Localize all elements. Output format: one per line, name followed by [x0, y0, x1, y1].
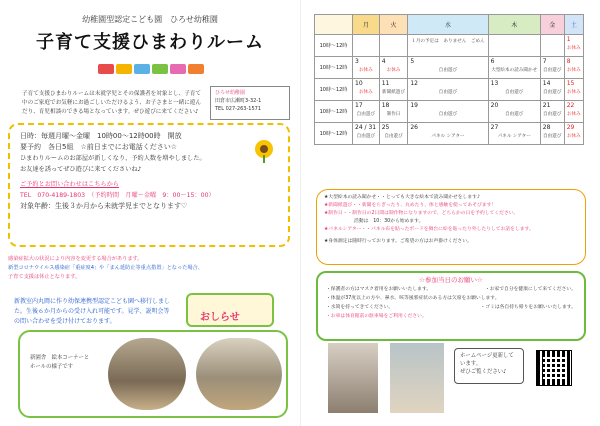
- day-number: 27: [490, 124, 499, 131]
- calendar-row: [315, 35, 584, 57]
- intro-text: 子育て支援ひまわりルームは未就学児とその保護者を対象とし、子育て中のご家庭でお気軽にお過ごしいただけるよう、お子さまと一緒に遊んだり、育児相談のできる場となっています。ぜひ遊びに来てください♪: [22, 91, 202, 115]
- day-number: 28: [542, 124, 551, 131]
- day-number: 4: [381, 58, 386, 65]
- room-photo-1: [328, 343, 378, 413]
- rules-heading: ☆参加当日のお願い☆: [419, 276, 483, 284]
- event-line-3: ★制作日・・制作日の2日間は制作物になりますので、どちらかの日を予約してください。: [324, 211, 519, 216]
- calendar-cell: [379, 35, 408, 57]
- day-number: 12: [410, 80, 418, 87]
- day-event: 自由遊び: [438, 112, 458, 117]
- calendar-cell: [488, 123, 540, 145]
- calendar-cell: [408, 123, 488, 145]
- new-school-text: 新教室内丸岡に作り幼保連携型認定こども園へ移行しました。生後６か月からの受け入れ可能です。見学、説明会等の問い合わせを受け付けております。: [14, 298, 171, 325]
- info-box: [8, 123, 290, 247]
- notice-line-1: 感染症拡大の状況により内容を変更する場合があります。: [8, 256, 143, 262]
- calendar-row: [315, 123, 584, 145]
- day-number: 26: [410, 124, 418, 131]
- event-line-2: ★新聞紙遊び・・新聞をちぎったり、丸めたり、体と感触を使ってあそびます！: [324, 203, 497, 208]
- day-number: 18: [381, 102, 390, 109]
- day-number: 22: [566, 102, 575, 109]
- day-event: 自由遊び: [543, 112, 562, 117]
- calendar-cell: [488, 79, 540, 101]
- day-number: 15: [566, 80, 575, 87]
- calendar-cell: [564, 101, 583, 123]
- day-number: 24 / 31: [355, 124, 377, 131]
- calendar-cell: [379, 123, 408, 145]
- day-event: 自由遊び: [356, 134, 376, 139]
- day-number: 3: [355, 58, 359, 65]
- calendar-cell: [564, 35, 583, 57]
- calendar-row: [315, 101, 584, 123]
- calendar-cell: [540, 101, 564, 123]
- cal-head-thu: 木: [488, 15, 540, 35]
- day-event: 自由遊び: [356, 112, 376, 117]
- rule-item: ・お家で自分を健康にして来てください。: [484, 287, 576, 292]
- day-event: パネル シアター: [431, 134, 465, 139]
- page-title: 子育て支援ひまわりルーム: [36, 32, 264, 53]
- calendar-table: [314, 14, 584, 145]
- day-event: 自由遊び: [543, 90, 562, 95]
- day-number: 29: [566, 124, 575, 131]
- oshirase-label: おしらせ: [200, 312, 240, 323]
- calendar-cell: [379, 101, 408, 123]
- day-event: お休み: [566, 46, 581, 51]
- day-event: 大型絵本の読み聞かせ: [491, 68, 538, 73]
- day-event: 制作日: [386, 112, 401, 117]
- contact-tel: TEL 027-263-1571: [215, 106, 262, 112]
- photo-caption: 新園舎 絵本コーナーとホールの様子です: [30, 355, 90, 370]
- calendar-cell: [540, 57, 564, 79]
- calendar-cell: [540, 123, 564, 145]
- reservation-note-1: ひまわりルームのお部屋が新しくなり、予約人数を増やしました。: [20, 155, 206, 162]
- day-number: 19: [410, 102, 418, 109]
- day-number: 17: [355, 102, 363, 109]
- events-box: [316, 189, 586, 265]
- calendar-cell: [379, 79, 408, 101]
- event-line-1: ★大型絵本の読み聞かせ・・とっても大きな絵本で読み聞かせをします♪: [324, 195, 480, 200]
- calendar-cell: [408, 35, 488, 57]
- time-slot: 10時～12時: [315, 35, 353, 57]
- day-event: 新聞紙遊び: [382, 90, 405, 95]
- homepage-text-2: ぜひご覧ください♪: [460, 369, 507, 375]
- right-page: [300, 0, 600, 426]
- contact-address: 田倉市広瀬町3-32-1: [215, 98, 262, 104]
- calendar-cell: [540, 79, 564, 101]
- rule-item: ・お車は体育館前の駐車場をご利用ください。: [326, 314, 427, 319]
- day-number: 20: [490, 102, 499, 109]
- calendar-cell: [564, 57, 583, 79]
- calendar-cell: [408, 79, 488, 101]
- covid-notice: [8, 255, 290, 282]
- time-slot: 10時～12時: [315, 101, 353, 123]
- time-slot: 10時～12時: [315, 57, 353, 79]
- homepage-text-1: ホームページ更新しています。: [460, 353, 514, 367]
- event-line-5: ★パネルシアター・・パネル布を貼ったボードを舞台に絵を貼ったり外したりしてお話をします。: [324, 227, 534, 232]
- cal-head-corner: [315, 15, 353, 35]
- day-event: お休み: [358, 68, 373, 73]
- day-number: 14: [542, 80, 551, 87]
- day-event: お休み: [566, 134, 581, 139]
- day-event: お休み: [566, 112, 581, 117]
- cal-head-tue: 火: [379, 15, 408, 35]
- day-event: パネル シアター: [497, 134, 531, 139]
- day-event: 自由遊び: [438, 90, 458, 95]
- calendar-cell: [564, 79, 583, 101]
- calendar-row: [315, 79, 584, 101]
- calendar-cell: [540, 35, 564, 57]
- calendar-cell: [379, 57, 408, 79]
- day-number: 5: [410, 58, 415, 65]
- calendar-cell: [353, 101, 380, 123]
- day-number: 1: [566, 36, 571, 43]
- rule-item: ・体温が37度以上の方や、鼻水、咳等風邪症状のある方は欠席をお願いします。: [326, 296, 500, 301]
- room-photo-2: [390, 343, 444, 413]
- event-line-4: 活動は 10：30から始めます。: [354, 219, 424, 224]
- reservation-note-2: お友達を誘ってぜひ遊びに来てくださいね♪: [20, 166, 142, 173]
- day-number: 8: [566, 58, 571, 65]
- photo-box: [18, 330, 288, 418]
- calendar-cell: [408, 57, 488, 79]
- calendar-cell: [488, 35, 540, 57]
- schedule-text: 日時：毎週月曜～金曜 10時00～12時00時 開放: [20, 132, 182, 140]
- calendar-cell: [488, 101, 540, 123]
- qr-code[interactable]: [536, 350, 572, 386]
- inquiry-title: ご予約とお問い合わせはこちらから: [20, 181, 119, 188]
- cal-head-wed: 水: [408, 15, 488, 35]
- contact-name: ひろせ幼稚園: [215, 90, 245, 96]
- reservation-text: 要予約 各日5組 ☆前日までにお電話ください☆: [20, 143, 178, 151]
- target-age: 対象年齢：生後３か月から未就学児までとなります♡: [20, 202, 188, 210]
- train-illustration: [98, 60, 203, 76]
- calendar-cell: [353, 57, 380, 79]
- inquiry-tel: TEL 070-4189-1803 （予約時間 月曜～金曜 9：00～15：00）: [20, 192, 215, 199]
- day-event: １月の予定は ありません ごめん: [411, 39, 485, 44]
- day-event: 自由遊び: [543, 134, 562, 139]
- calendar-cell: [488, 57, 540, 79]
- rules-box: [316, 271, 586, 341]
- day-number: 6: [490, 58, 495, 65]
- day-event: 自由遊び: [384, 134, 403, 139]
- notice-line-3: 子育て支援は休止となります。: [8, 274, 81, 280]
- day-event: 自由遊び: [438, 68, 458, 73]
- day-event: お休み: [358, 90, 373, 95]
- day-event: お休み: [566, 90, 581, 95]
- rule-item: ・保護者の方はマスク着用をお願いいたします。: [326, 287, 432, 292]
- day-event: お休み: [386, 68, 401, 73]
- day-number: 21: [542, 102, 551, 109]
- library-photo: [108, 338, 186, 410]
- day-event: 自由遊び: [505, 90, 524, 95]
- oshirase-banner: [186, 293, 274, 327]
- day-number: 11: [381, 80, 390, 87]
- calendar-cell: [408, 101, 488, 123]
- day-number: 13: [490, 80, 499, 87]
- sunflower-icon: [252, 139, 276, 163]
- calendar-cell: [353, 123, 380, 145]
- cal-head-mon: 月: [353, 15, 380, 35]
- time-slot: 10時～12時: [315, 123, 353, 145]
- day-number: 7: [542, 58, 547, 65]
- rule-item: ・ゴミは各自持ち帰りをお願いいたします。: [480, 305, 576, 310]
- contact-box: [210, 86, 290, 120]
- day-number: 10: [355, 80, 363, 87]
- cal-head-fri: 金: [540, 15, 564, 35]
- calendar-cell: [564, 123, 583, 145]
- homepage-note: [454, 348, 524, 384]
- org-name: 幼稚園型認定こども園 ひろせ幼稚園: [82, 15, 218, 24]
- notice-line-2: 新型コロナウイルス感染症「重症度4」や「まん延防止等重点措置」となった場合、: [8, 265, 203, 271]
- rule-item: ・水筒を持ってきてください。: [326, 305, 394, 310]
- calendar-cell: [353, 79, 380, 101]
- day-event: お休み: [566, 68, 581, 73]
- calendar-cell: [353, 35, 380, 57]
- event-line-6: ★身体測定は随時行っております。ご希望の方はお声掛けください。: [324, 239, 472, 244]
- calendar-row: [315, 57, 584, 79]
- day-event: 自由遊び: [543, 68, 562, 73]
- hall-photo: [196, 338, 282, 410]
- day-number: 25: [381, 124, 390, 131]
- day-event: 自由遊び: [505, 112, 524, 117]
- time-slot: 10時～12時: [315, 79, 353, 101]
- cal-head-sat: 土: [564, 15, 583, 35]
